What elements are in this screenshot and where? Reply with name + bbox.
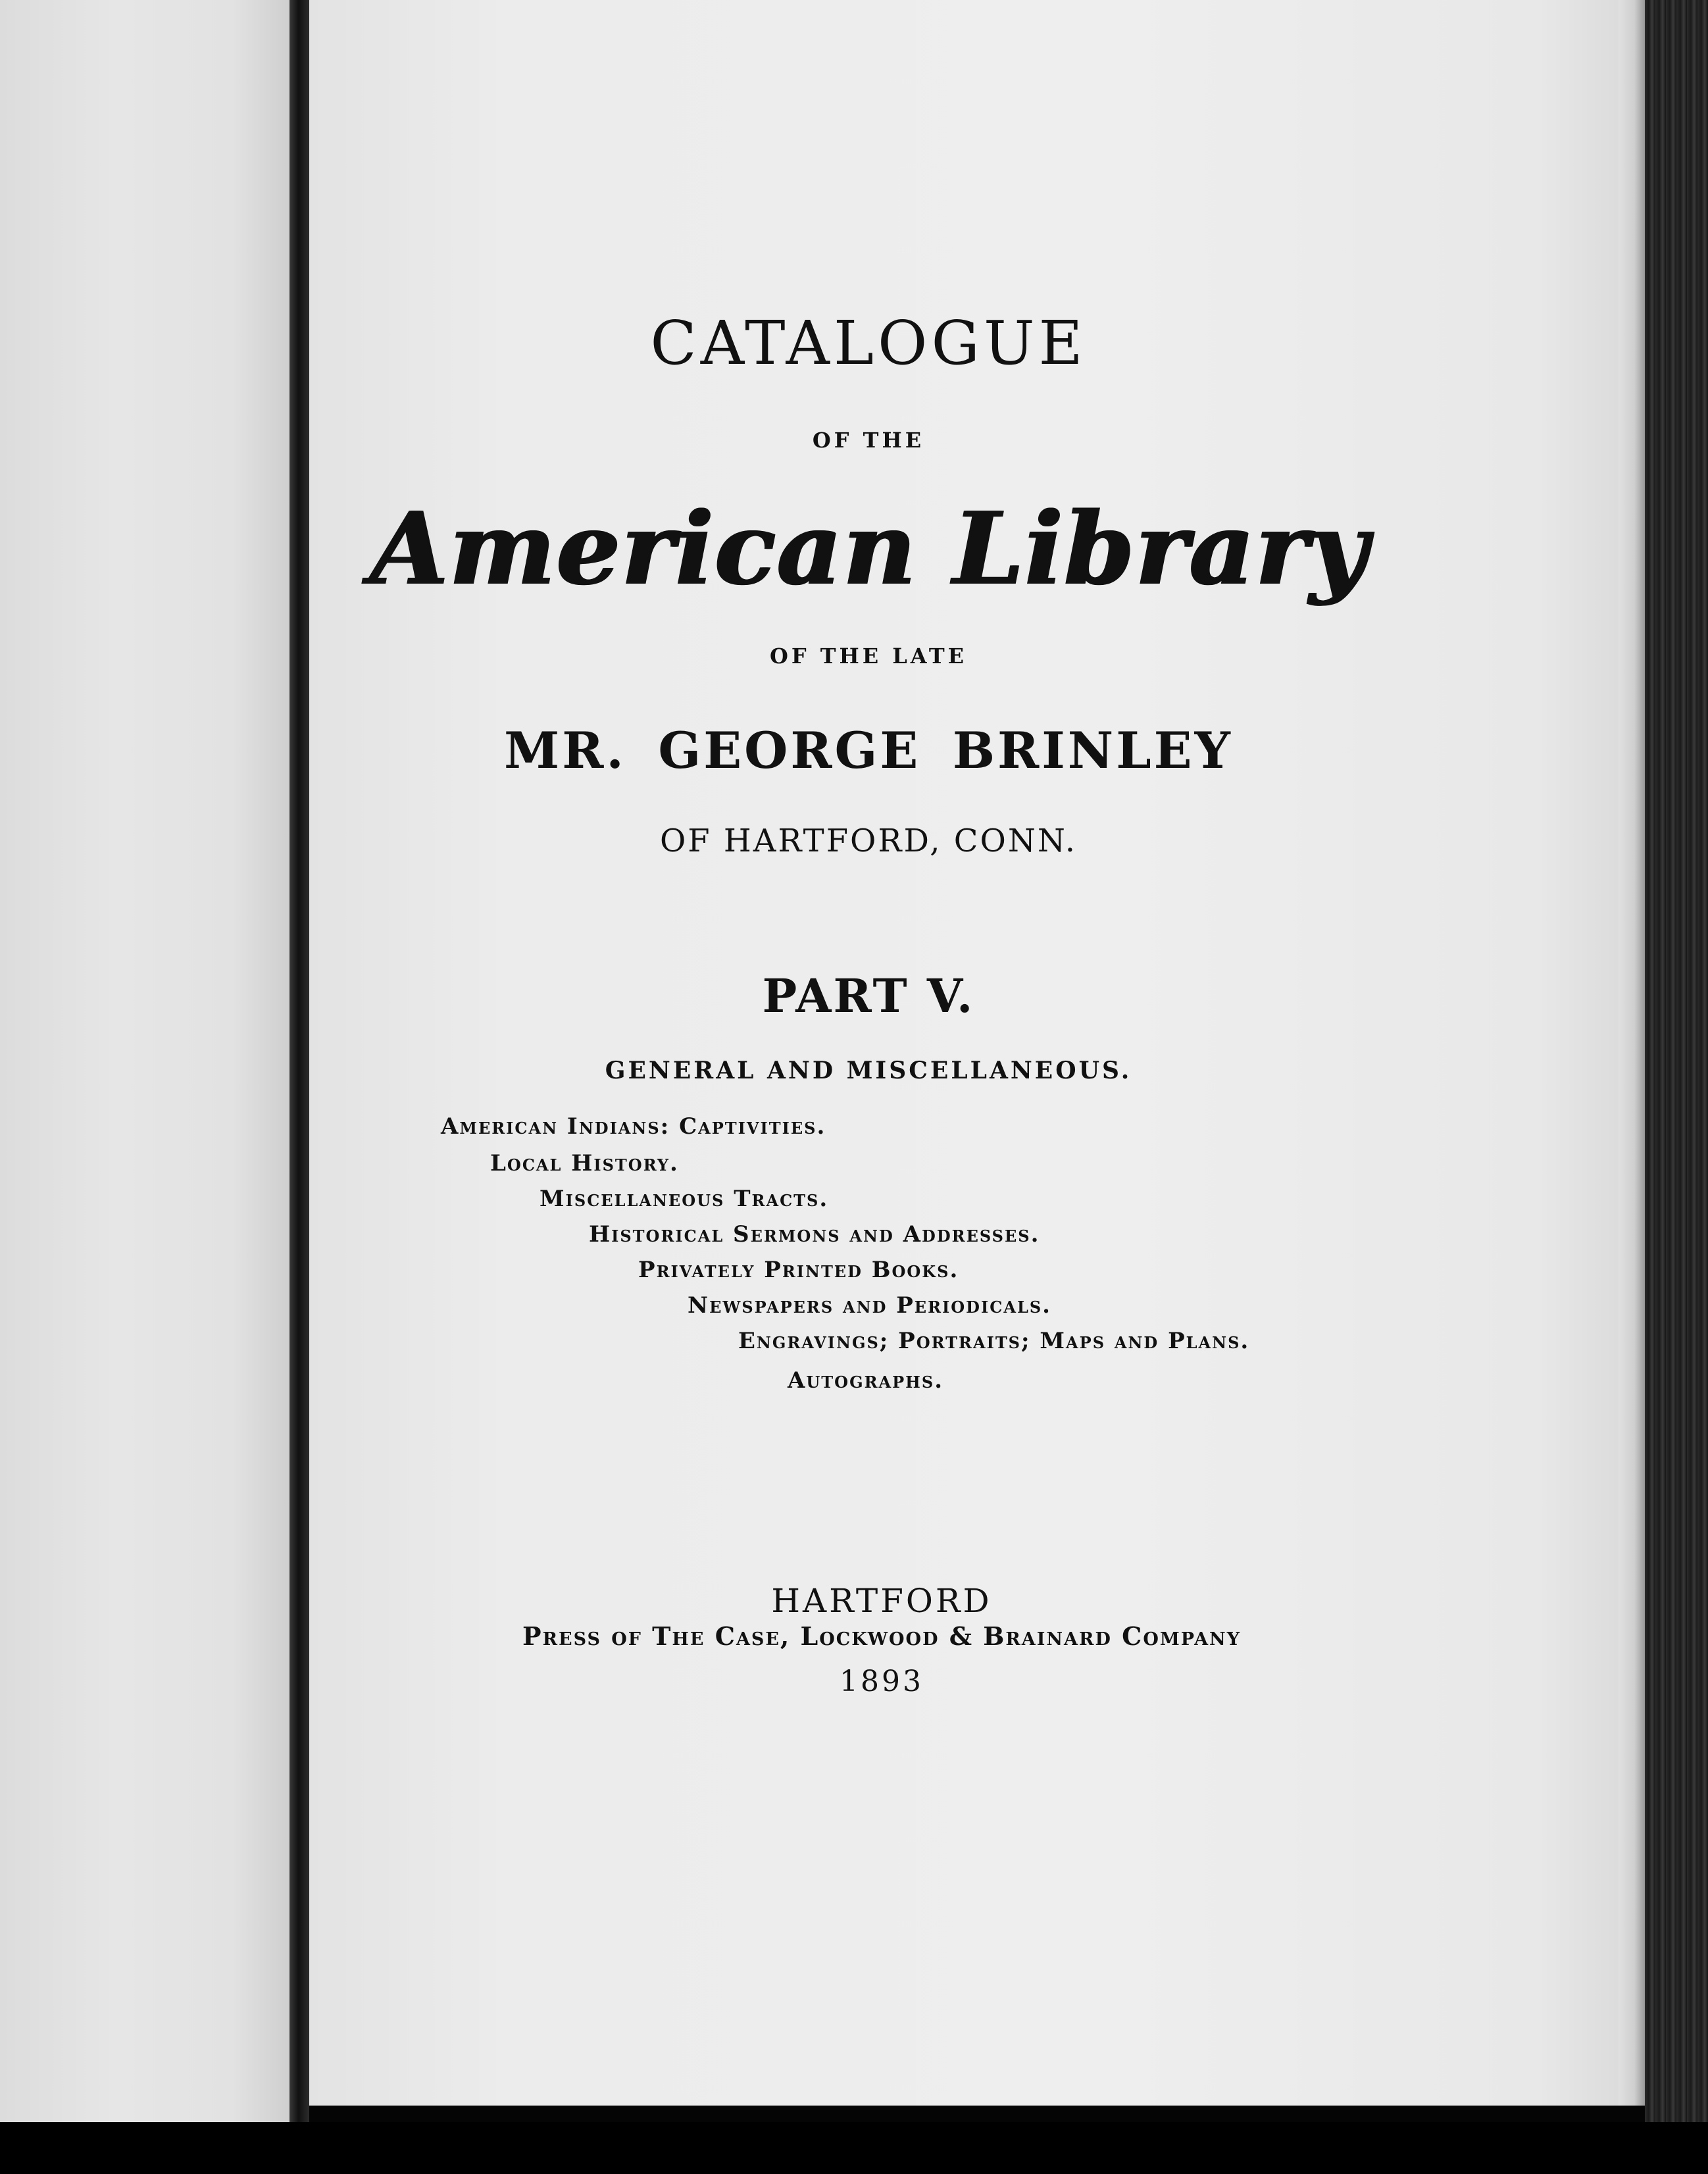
contents-item: Newspapers and Periodicals. (688, 1292, 1051, 1319)
imprint-year: 1893 (840, 1665, 924, 1698)
catalogue-heading: CATALOGUE (650, 308, 1087, 378)
scan-bottom-border (0, 2122, 1708, 2174)
contents-item: Miscellaneous Tracts. (540, 1186, 829, 1212)
contents-item: Autographs. (788, 1367, 944, 1394)
owner-name: MR. GEORGE BRINLEY (504, 721, 1233, 780)
owner-location: OF HARTFORD, CONN. (659, 822, 1078, 859)
part-number: PART V. (762, 969, 975, 1023)
contents-item: American Indians: Captivities. (441, 1113, 826, 1140)
page-edge (1619, 0, 1645, 2106)
cover-edge (1645, 0, 1708, 2174)
book-gutter (289, 0, 309, 2122)
imprint-city: HARTFORD (771, 1582, 992, 1620)
imprint-publisher: Press of The Case, Lockwood & Brainard Company (522, 1621, 1241, 1651)
of-the-late-text: OF THE LATE (769, 644, 968, 669)
contents-item: Historical Sermons and Addresses. (589, 1221, 1040, 1248)
contents-item: Local History. (490, 1150, 679, 1176)
contents-item: Engravings; Portraits; Maps and Plans. (738, 1328, 1250, 1354)
part-subtitle: GENERAL AND MISCELLANEOUS. (605, 1057, 1132, 1084)
facing-blank-leaf (0, 0, 289, 2122)
of-the-text: OF THE (812, 428, 925, 453)
contents-item: Privately Printed Books. (638, 1257, 959, 1283)
library-title: American Library (369, 490, 1368, 607)
